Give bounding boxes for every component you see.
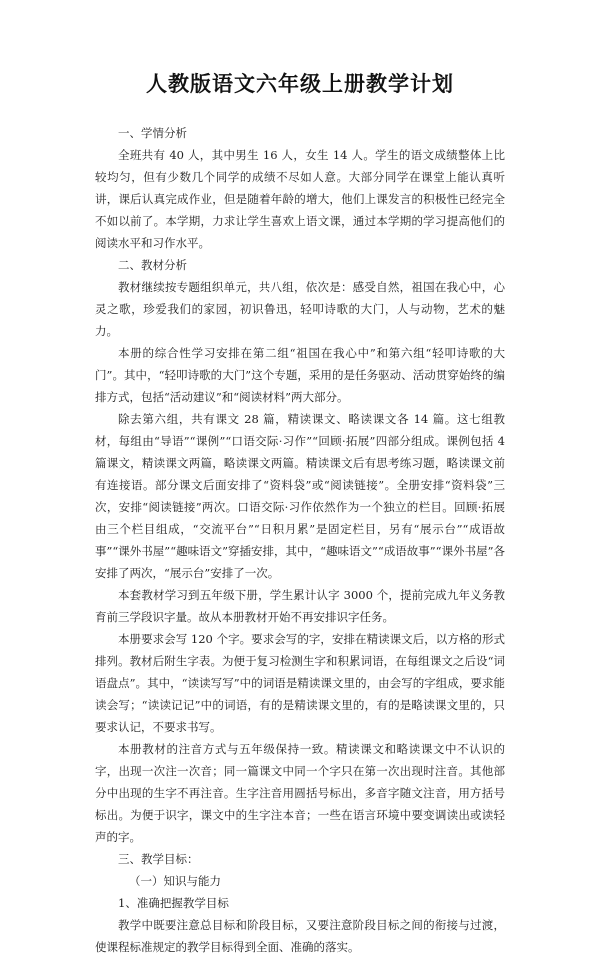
subsection-heading: （一）知识与能力 [129,874,221,888]
paragraph: 教学中既要注意总目标和阶段目标，又要注意阶段目标之间的衔接与过渡，使课程标准规定的教学目标得到全面、准确的落实。 [95,918,505,954]
paragraph: 全班共有 40 人，其中男生 16 人，女生 14 人。学生的语文成绩整体上比较均匀，但有少数几个同学的成绩不尽如人意。大部分同学在课堂上能认真听讲，课后认真完成作业，但是随着年龄的增大，他们上课发言的积极性已经完全不如以前了。本学期，力求让学生喜欢上语文课，通过本学期的学习提高他们的阅读水平和习作水平。 [95,148,505,250]
section-heading-textbook: 二、教材分析 [118,258,187,272]
section-heading-situation: 一、学情分析 [118,126,187,140]
section-heading-goals: 三、教学目标： [118,852,199,866]
paragraph: 教材继续按专题组织单元，共八组，依次是：感受自然，祖国在我心中，心灵之歌，珍爱我们的家园，初识鲁迅，轻叩诗歌的大门，人与动物，艺术的魅力。 [95,280,505,338]
paragraph: 本册的综合性学习安排在第二组“祖国在我心中”和第六组“轻叩诗歌的大门”。其中，“轻叩诗歌的大门”这个专题，采用的是任务驱动、活动贯穿始终的编排方式，包括“活动建议”和“阅读材料”两大部分。 [95,346,505,404]
paragraph: 本册教材的注音方式与五年级保持一致。精读课文和略读课文中不认识的字，出现一次注一次音；同一篇课文中同一个字只在第一次出现时注音。其他部分中出现的生字不再注音。生字注音用圆括号标出，多音字随文注音，用方括号标出。为便于识字，课文中的生字注本音；一些在语言环境中要变调读出或读轻声的字。 [95,742,505,844]
paragraph: 除去第六组，共有课文 28 篇，精读课文、略读课文各 14 篇。这七组教材，每组由“导语”“课例”“口语交际·习作”“回顾·拓展”四部分组成。课例包括 4 篇课文，精读课文两篇，略读课文两篇。精读课文后有思考练习题，略读课文前有连接语。部分课文后面安排了“资料袋”或“阅读链接”。全册安排“资料袋”三次，安排“阅读链接”两次。口语交际·习作依然作为一个独立的栏目。回顾·拓展由三个栏目组成，“交流平台”“日积月累”是固定栏目，另有“展示台”“成语故事”“课外书屋”“趣味语文”穿插安排，其中，“趣味语文”“成语故事”“课外书屋”各安排了两次，“展示台”安排了一次。 [95,412,505,580]
paragraph: 本套教材学习到五年级下册，学生累计认字 3000 个，提前完成九年义务教育前三学段识字量。故从本册教材开始不再安排识字任务。 [95,588,505,624]
item-heading: 1、准确把握教学目标 [118,896,229,910]
paragraph: 本册要求会写 120 个字。要求会写的字，安排在精读课文后，以方格的形式排列。教材后附生字表。为便于复习检测生字和积累词语，在每组课文之后设“词语盘点”。其中，“读读写写”中的词语是精读课文里的，由会写的字组成，要求能读会写；“读读记记”中的词语，有的是精读课文里的，有的是略读课文里的，只要求认记，不要求书写。 [95,632,505,734]
document-title: 人教版语文六年级上册教学计划 [146,71,454,96]
